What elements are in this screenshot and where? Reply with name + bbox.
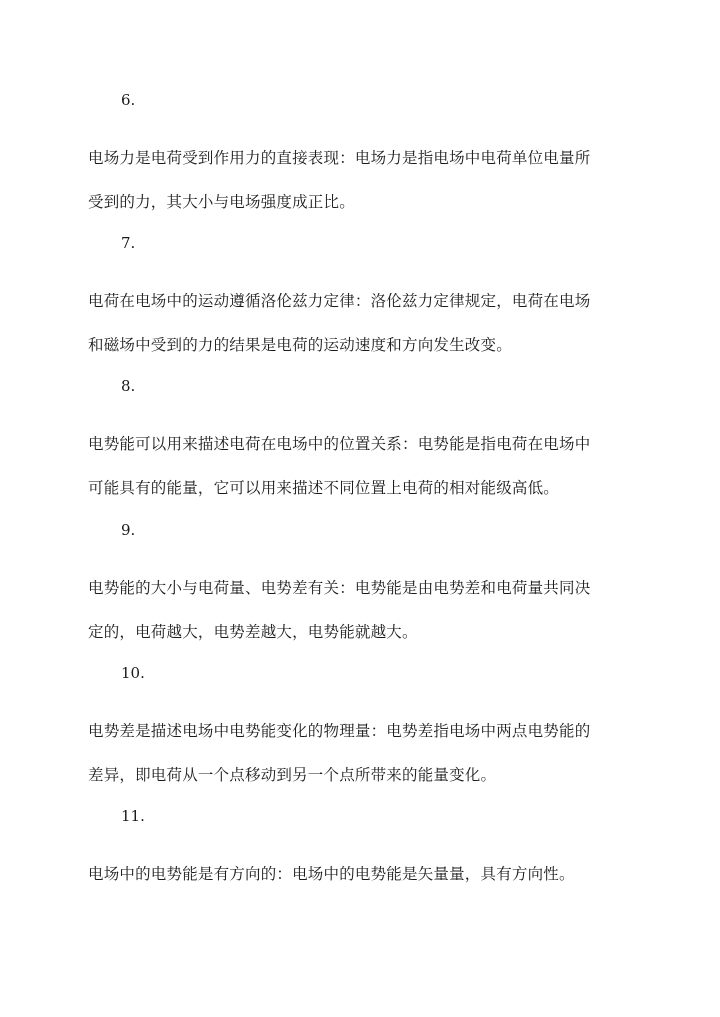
text-line: 电势差是描述电场中电势能变化的物理量：电势差指电场中两点电势能的 xyxy=(88,722,591,740)
list-item xyxy=(88,663,648,797)
item-number: 6. xyxy=(121,91,136,109)
item-text xyxy=(88,422,648,510)
item-text xyxy=(88,566,648,654)
text-line: 定的，电荷越大，电势差越大，电势能就越大。 xyxy=(88,623,418,641)
text-line: 电场力是电荷受到作用力的直接表现：电场力是指电场中电荷单位电量所 xyxy=(88,149,591,167)
text-line: 电势能可以用来描述电荷在电场中的位置关系：电势能是指电荷在电场中 xyxy=(88,435,591,453)
text-line: 电势能的大小与电荷量、电势差有关：电势能是由电势差和电荷量共同决 xyxy=(88,579,591,597)
text-line: 和磁场中受到的力的结果是电荷的运动速度和方向发生改变。 xyxy=(88,336,512,354)
text-line: 电荷在电场中的运动遵循洛伦兹力定律：洛伦兹力定律规定，电荷在电场 xyxy=(88,292,591,310)
text-line: 可能具有的能量，它可以用来描述不同位置上电荷的相对能级高低。 xyxy=(88,479,560,497)
item-number: 10. xyxy=(121,664,145,682)
text-line: 电场中的电势能是有方向的：电场中的电势能是矢量量，具有方向性。 xyxy=(88,865,575,883)
item-number: 11. xyxy=(121,807,145,825)
list-item xyxy=(88,520,648,654)
item-number: 7. xyxy=(121,234,136,252)
item-number: 9. xyxy=(121,521,136,539)
text-line: 差异，即电荷从一个点移动到另一个点所带来的能量变化。 xyxy=(88,766,497,784)
item-number: 8. xyxy=(121,377,136,395)
item-text xyxy=(88,136,648,224)
text-line: 受到的力，其大小与电场强度成正比。 xyxy=(88,193,355,211)
item-text xyxy=(88,279,648,367)
item-text xyxy=(88,709,648,797)
list-item xyxy=(88,376,648,510)
list-item xyxy=(88,233,648,367)
item-text xyxy=(88,852,648,896)
list-item xyxy=(88,806,648,896)
list-item xyxy=(88,90,648,224)
